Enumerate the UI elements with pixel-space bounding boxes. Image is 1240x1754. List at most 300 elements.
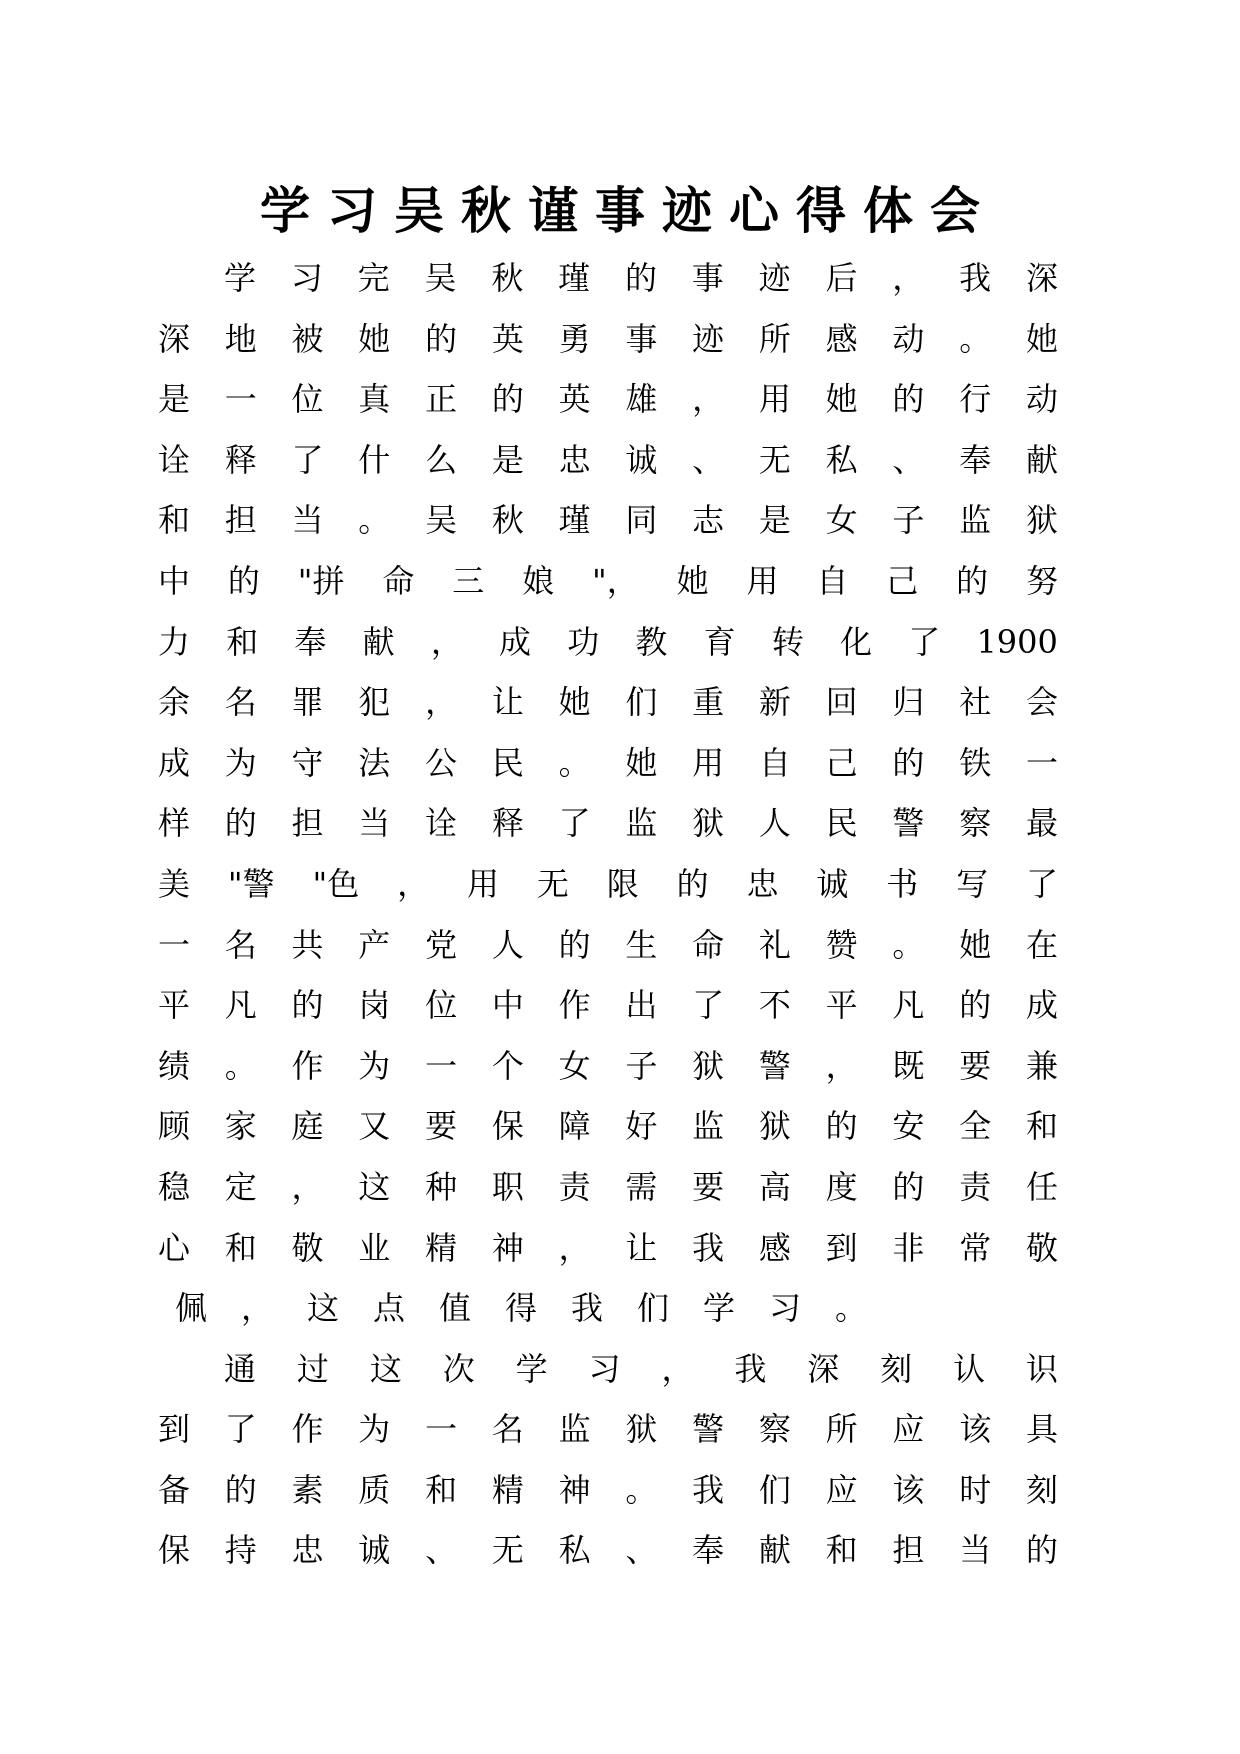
text-char: 责 bbox=[558, 1167, 591, 1206]
text-char: 监 bbox=[692, 1107, 725, 1146]
text-char: 的 bbox=[224, 804, 257, 843]
text-char: 凡 bbox=[892, 986, 925, 1025]
text-char: 保 bbox=[158, 1531, 191, 1570]
text-char: 位 bbox=[291, 380, 324, 419]
text-char: 民 bbox=[825, 804, 858, 843]
text-char: 瑾 bbox=[558, 259, 591, 297]
text-char: 命 bbox=[692, 925, 725, 964]
text-char: 得 bbox=[504, 1289, 537, 1328]
text-char: 感 bbox=[758, 1228, 791, 1267]
text-char: 犯 bbox=[358, 683, 391, 722]
text-char: 为 bbox=[358, 1046, 391, 1085]
text-char: 习 bbox=[588, 1349, 621, 1388]
text-char: 美 bbox=[158, 864, 191, 903]
text-char: 诠 bbox=[425, 804, 458, 843]
text-char: 一 bbox=[1025, 743, 1058, 782]
text-char: 和 bbox=[1025, 1107, 1058, 1146]
text-char: 事 bbox=[625, 319, 658, 358]
text-char: 高 bbox=[758, 1167, 791, 1206]
text-char: 和 bbox=[158, 501, 191, 540]
text-char: 刻 bbox=[1025, 1470, 1058, 1509]
text-char: 育 bbox=[703, 622, 736, 661]
text-char: 狱 bbox=[758, 1107, 791, 1146]
text-char: 监 bbox=[625, 804, 658, 843]
text-char: 释 bbox=[491, 804, 524, 843]
text-char: 学 bbox=[702, 1289, 735, 1328]
text-char: 瑾 bbox=[558, 501, 591, 540]
text-char: 重 bbox=[692, 683, 725, 722]
text-char: 事 bbox=[691, 259, 724, 297]
text-char: 献 bbox=[1025, 440, 1058, 479]
text-char: 无 bbox=[491, 1531, 524, 1570]
text-char: 的 bbox=[624, 259, 657, 297]
text-line bbox=[158, 975, 1058, 1036]
text-char: 们 bbox=[636, 1289, 669, 1328]
text-char: 这 bbox=[306, 1289, 339, 1328]
text-char: 次 bbox=[442, 1349, 475, 1388]
document-body bbox=[158, 248, 1058, 1581]
text-char: 中 bbox=[491, 986, 524, 1025]
text-char: ， bbox=[892, 259, 925, 297]
text-char: 用 bbox=[692, 743, 725, 782]
text-char: 的 bbox=[892, 1167, 925, 1206]
text-char: 她 bbox=[358, 319, 391, 358]
text-char: 让 bbox=[491, 683, 524, 722]
text-char: 诚 bbox=[816, 864, 849, 903]
text-char: 什 bbox=[358, 440, 391, 479]
text-char: 吴 bbox=[424, 259, 457, 297]
text-char: 了 bbox=[1025, 864, 1058, 903]
text-char: 成 bbox=[1025, 986, 1058, 1025]
text-char: 敬 bbox=[1025, 1228, 1058, 1267]
text-char: 用 bbox=[466, 864, 499, 903]
text-char: "色 bbox=[312, 864, 360, 903]
text-line bbox=[158, 309, 1058, 370]
text-char: 限 bbox=[606, 864, 639, 903]
text-line bbox=[158, 430, 1058, 491]
text-char: 的 bbox=[892, 743, 925, 782]
text-char: 的 bbox=[491, 380, 524, 419]
text-char: ， bbox=[240, 1289, 273, 1328]
text-char: 忠 bbox=[558, 440, 591, 479]
text-line bbox=[158, 551, 1058, 612]
text-char: 她 bbox=[676, 561, 709, 600]
text-char: 么 bbox=[425, 440, 458, 479]
text-char: 、 bbox=[625, 1531, 658, 1570]
text-char: 业 bbox=[358, 1228, 391, 1267]
text-char: 应 bbox=[892, 1410, 925, 1449]
text-char: 一 bbox=[425, 1410, 458, 1449]
text-char: 监 bbox=[959, 501, 992, 540]
text-line bbox=[158, 1218, 1058, 1279]
text-char: 民 bbox=[491, 743, 524, 782]
text-char: 在 bbox=[1025, 925, 1058, 964]
text-line bbox=[158, 490, 1058, 551]
text-char: 非 bbox=[892, 1228, 925, 1267]
text-char: 了 bbox=[291, 440, 324, 479]
text-char: 了 bbox=[908, 622, 941, 661]
text-char: 的 bbox=[291, 986, 324, 1025]
text-char: 习 bbox=[290, 259, 323, 297]
text-char: 后 bbox=[825, 259, 858, 297]
text-char: "， bbox=[591, 561, 639, 600]
text-char: 铁 bbox=[959, 743, 992, 782]
text-char: 为 bbox=[224, 743, 257, 782]
text-char: 勇 bbox=[558, 319, 591, 358]
text-char: 诚 bbox=[625, 440, 658, 479]
text-char: 和 bbox=[425, 1470, 458, 1509]
text-char: 努 bbox=[1025, 561, 1058, 600]
text-char: 献 bbox=[362, 622, 395, 661]
text-char: 认 bbox=[953, 1349, 986, 1388]
text-char: 的 bbox=[1025, 1531, 1058, 1570]
text-char: 我 bbox=[692, 1228, 725, 1267]
text-char: 到 bbox=[158, 1410, 191, 1449]
text-char: 奉 bbox=[692, 1531, 725, 1570]
text-char: 。 bbox=[358, 501, 391, 540]
text-char: 深 bbox=[158, 319, 191, 358]
text-char: 度 bbox=[825, 1167, 858, 1206]
text-char: 出 bbox=[625, 986, 658, 1025]
text-char: 无 bbox=[758, 440, 791, 479]
text-char: 所 bbox=[758, 319, 791, 358]
text-char: 礼 bbox=[758, 925, 791, 964]
text-char: 时 bbox=[959, 1470, 992, 1509]
text-line bbox=[158, 1278, 1058, 1339]
text-char: 奉 bbox=[294, 622, 327, 661]
text-char: 是 bbox=[491, 440, 524, 479]
text-char: ， bbox=[425, 683, 458, 722]
text-char: 是 bbox=[758, 501, 791, 540]
text-char: 名 bbox=[224, 925, 257, 964]
text-char: 忠 bbox=[291, 1531, 324, 1570]
text-char: 要 bbox=[692, 1167, 725, 1206]
text-line bbox=[158, 672, 1058, 733]
text-char: 岗 bbox=[358, 986, 391, 1025]
text-char: 值 bbox=[438, 1289, 471, 1328]
text-char: 。 bbox=[625, 1470, 658, 1509]
text-char: 娘 bbox=[522, 561, 555, 600]
text-char: 这 bbox=[369, 1349, 402, 1388]
text-char: 无 bbox=[536, 864, 569, 903]
text-char: 人 bbox=[758, 804, 791, 843]
text-char: 。 bbox=[892, 925, 925, 964]
text-char: 诠 bbox=[158, 440, 191, 479]
text-char: 深 bbox=[1025, 259, 1058, 297]
text-char: 地 bbox=[224, 319, 257, 358]
text-char: 任 bbox=[1025, 1167, 1058, 1206]
text-char: 监 bbox=[558, 1410, 591, 1449]
text-char: 备 bbox=[158, 1470, 191, 1509]
text-char: 最 bbox=[1025, 804, 1058, 843]
document-title: 学习吴秋谨事迹心得体会 bbox=[260, 181, 997, 240]
text-char: 她 bbox=[959, 925, 992, 964]
text-char: "警 bbox=[227, 864, 275, 903]
text-char: 会 bbox=[1025, 683, 1058, 722]
text-char: 家 bbox=[224, 1107, 257, 1146]
text-char: 新 bbox=[758, 683, 791, 722]
text-char: 同 bbox=[625, 501, 658, 540]
text-char: 庭 bbox=[291, 1107, 324, 1146]
text-char: 她 bbox=[625, 743, 658, 782]
text-char: 察 bbox=[959, 804, 992, 843]
text-char: 们 bbox=[758, 1470, 791, 1509]
text-line bbox=[158, 1036, 1058, 1097]
text-char: 罪 bbox=[291, 683, 324, 722]
text-char: 我 bbox=[734, 1349, 767, 1388]
text-char: 当 bbox=[291, 501, 324, 540]
text-char: 教 bbox=[635, 622, 668, 661]
text-char: 学 bbox=[224, 259, 257, 297]
text-char: 正 bbox=[425, 380, 458, 419]
text-char: 我 bbox=[570, 1289, 603, 1328]
text-char: 精 bbox=[491, 1470, 524, 1509]
text-char: ， bbox=[825, 1046, 858, 1085]
text-char: 既 bbox=[892, 1046, 925, 1085]
text-char: 凡 bbox=[224, 986, 257, 1025]
text-char: 这 bbox=[358, 1167, 391, 1206]
text-char: 志 bbox=[692, 501, 725, 540]
text-char: 识 bbox=[1025, 1349, 1058, 1388]
text-char: ， bbox=[397, 864, 430, 903]
text-char: 英 bbox=[558, 380, 591, 419]
text-char: 法 bbox=[358, 743, 391, 782]
text-char: 要 bbox=[959, 1046, 992, 1085]
text-char: 一 bbox=[425, 1046, 458, 1085]
text-char: 迹 bbox=[692, 319, 725, 358]
text-char: 己 bbox=[825, 743, 858, 782]
text-line bbox=[158, 1460, 1058, 1521]
text-line bbox=[158, 793, 1058, 854]
text-char: 力 bbox=[158, 622, 191, 661]
text-char: 。 bbox=[224, 1046, 257, 1085]
text-char: 私 bbox=[825, 440, 858, 479]
text-char: 是 bbox=[158, 380, 191, 419]
text-char: 担 bbox=[224, 501, 257, 540]
text-char: 过 bbox=[296, 1349, 329, 1388]
text-char: 具 bbox=[1025, 1410, 1058, 1449]
text-char: 种 bbox=[425, 1167, 458, 1206]
text-char: 们 bbox=[625, 683, 658, 722]
text-char: 警 bbox=[892, 804, 925, 843]
text-line bbox=[158, 1096, 1058, 1157]
text-char: 余 bbox=[158, 683, 191, 722]
text-char: 书 bbox=[886, 864, 919, 903]
text-char: 生 bbox=[625, 925, 658, 964]
text-char: 当 bbox=[959, 1531, 992, 1570]
text-char: 秋 bbox=[491, 501, 524, 540]
text-char: 忠 bbox=[746, 864, 779, 903]
text-char: 深 bbox=[807, 1349, 840, 1388]
text-char: 。 bbox=[834, 1289, 867, 1328]
text-char: 和 bbox=[825, 1531, 858, 1570]
text-char: 敬 bbox=[291, 1228, 324, 1267]
text-char: 该 bbox=[959, 1410, 992, 1449]
text-char: 子 bbox=[892, 501, 925, 540]
text-char: 回 bbox=[825, 683, 858, 722]
text-line bbox=[158, 1339, 1058, 1400]
text-char: 了 bbox=[692, 986, 725, 1025]
text-char: 的 bbox=[892, 380, 925, 419]
text-char: 担 bbox=[291, 804, 324, 843]
text-char: 动 bbox=[1025, 380, 1058, 419]
text-char: 成 bbox=[158, 743, 191, 782]
text-char: 成 bbox=[499, 622, 532, 661]
text-char: 和 bbox=[226, 622, 259, 661]
text-char: ， bbox=[692, 380, 725, 419]
text-char: 责 bbox=[959, 1167, 992, 1206]
text-char: 学 bbox=[515, 1349, 548, 1388]
text-char: 、 bbox=[892, 440, 925, 479]
text-char: 心 bbox=[158, 1228, 191, 1267]
text-char: 了 bbox=[558, 804, 591, 843]
text-char: 好 bbox=[625, 1107, 658, 1146]
text-char: 被 bbox=[291, 319, 324, 358]
text-char: 产 bbox=[358, 925, 391, 964]
text-char: 顾 bbox=[158, 1107, 191, 1146]
text-char: 狱 bbox=[625, 1410, 658, 1449]
text-char: 的 bbox=[425, 319, 458, 358]
text-char: 的 bbox=[558, 925, 591, 964]
text-char: 她 bbox=[825, 380, 858, 419]
text-char: 需 bbox=[625, 1167, 658, 1206]
text-char: 警 bbox=[758, 1046, 791, 1085]
text-char: 狱 bbox=[692, 1046, 725, 1085]
text-char: 中 bbox=[158, 561, 191, 600]
text-char: 了 bbox=[224, 1410, 257, 1449]
text-char: 所 bbox=[825, 1410, 858, 1449]
text-char: 质 bbox=[358, 1470, 391, 1509]
text-char: 感 bbox=[825, 319, 858, 358]
text-line bbox=[158, 733, 1058, 794]
text-char: 定 bbox=[224, 1167, 257, 1206]
text-char: 职 bbox=[491, 1167, 524, 1206]
text-char: 我 bbox=[959, 259, 992, 297]
text-char: 雄 bbox=[625, 380, 658, 419]
text-char: 她 bbox=[558, 683, 591, 722]
text-char: 绩 bbox=[158, 1046, 191, 1085]
text-char: 公 bbox=[425, 743, 458, 782]
text-char: 全 bbox=[959, 1107, 992, 1146]
text-char: 稳 bbox=[158, 1167, 191, 1206]
text-line bbox=[158, 854, 1058, 915]
text-char: 己 bbox=[886, 561, 919, 600]
text-char: 行 bbox=[959, 380, 992, 419]
text-char: 名 bbox=[491, 1410, 524, 1449]
text-char: 安 bbox=[892, 1107, 925, 1146]
text-char: 个 bbox=[491, 1046, 524, 1085]
text-char: 狱 bbox=[692, 804, 725, 843]
text-char: 的 bbox=[227, 561, 260, 600]
text-char: ， bbox=[430, 622, 463, 661]
text-char: 人 bbox=[491, 925, 524, 964]
text-char: 神 bbox=[558, 1470, 591, 1509]
text-char: ， bbox=[661, 1349, 694, 1388]
text-char: 守 bbox=[291, 743, 324, 782]
text-char: 警 bbox=[692, 1410, 725, 1449]
text-char: 精 bbox=[425, 1228, 458, 1267]
text-char: 平 bbox=[158, 986, 191, 1025]
text-char: 平 bbox=[825, 986, 858, 1025]
text-char: 、 bbox=[692, 440, 725, 479]
text-char: 转 bbox=[771, 622, 804, 661]
text-char: 神 bbox=[491, 1228, 524, 1267]
text-char: 奉 bbox=[959, 440, 992, 479]
text-char: 用 bbox=[758, 380, 791, 419]
text-char: 持 bbox=[224, 1531, 257, 1570]
text-char: 献 bbox=[758, 1531, 791, 1570]
text-char: ， bbox=[558, 1228, 591, 1267]
text-char: 命 bbox=[382, 561, 415, 600]
text-char: 完 bbox=[357, 259, 390, 297]
text-char: 自 bbox=[758, 743, 791, 782]
text-char: 狱 bbox=[1025, 501, 1058, 540]
text-char: 的 bbox=[676, 864, 709, 903]
text-char: 1900 bbox=[976, 622, 1058, 661]
text-char: 社 bbox=[959, 683, 992, 722]
text-char: 当 bbox=[358, 804, 391, 843]
text-char: 又 bbox=[358, 1107, 391, 1146]
text-char: 释 bbox=[224, 440, 257, 479]
text-char: 的 bbox=[224, 1470, 257, 1509]
text-char: 我 bbox=[692, 1470, 725, 1509]
text-char: 动 bbox=[892, 319, 925, 358]
text-char: 作 bbox=[291, 1046, 324, 1085]
text-char: 常 bbox=[959, 1228, 992, 1267]
text-char: 功 bbox=[567, 622, 600, 661]
text-char: 真 bbox=[358, 380, 391, 419]
text-char: 作 bbox=[558, 986, 591, 1025]
text-char: 为 bbox=[358, 1410, 391, 1449]
text-char: 应 bbox=[825, 1470, 858, 1509]
text-char: 刻 bbox=[880, 1349, 913, 1388]
text-char: 佩 bbox=[174, 1289, 207, 1328]
text-char: 该 bbox=[892, 1470, 925, 1509]
text-char: 迹 bbox=[758, 259, 791, 297]
text-char: 女 bbox=[825, 501, 858, 540]
text-line bbox=[158, 1399, 1058, 1460]
text-char: 要 bbox=[425, 1107, 458, 1146]
text-char: 样 bbox=[158, 804, 191, 843]
text-line bbox=[158, 248, 1058, 309]
text-char: 名 bbox=[224, 683, 257, 722]
text-char: 让 bbox=[625, 1228, 658, 1267]
text-char: 三 bbox=[452, 561, 485, 600]
text-line bbox=[158, 1520, 1058, 1581]
text-char: 保 bbox=[491, 1107, 524, 1146]
text-char: 私 bbox=[558, 1531, 591, 1570]
text-char: 吴 bbox=[425, 501, 458, 540]
text-line bbox=[158, 369, 1058, 430]
text-char: ， bbox=[291, 1167, 324, 1206]
text-char: 化 bbox=[840, 622, 873, 661]
text-char: 察 bbox=[758, 1410, 791, 1449]
text-char: 诚 bbox=[358, 1531, 391, 1570]
text-char: 她 bbox=[1025, 319, 1058, 358]
text-char: 障 bbox=[558, 1107, 591, 1146]
text-char: 到 bbox=[825, 1228, 858, 1267]
text-char: 、 bbox=[425, 1531, 458, 1570]
text-char: 一 bbox=[158, 925, 191, 964]
text-char: 英 bbox=[491, 319, 524, 358]
text-char: 位 bbox=[425, 986, 458, 1025]
text-char: 共 bbox=[291, 925, 324, 964]
text-char: 习 bbox=[768, 1289, 801, 1328]
text-char: 的 bbox=[959, 986, 992, 1025]
text-char: 和 bbox=[224, 1228, 257, 1267]
text-char: 素 bbox=[291, 1470, 324, 1509]
text-char: 。 bbox=[959, 319, 992, 358]
